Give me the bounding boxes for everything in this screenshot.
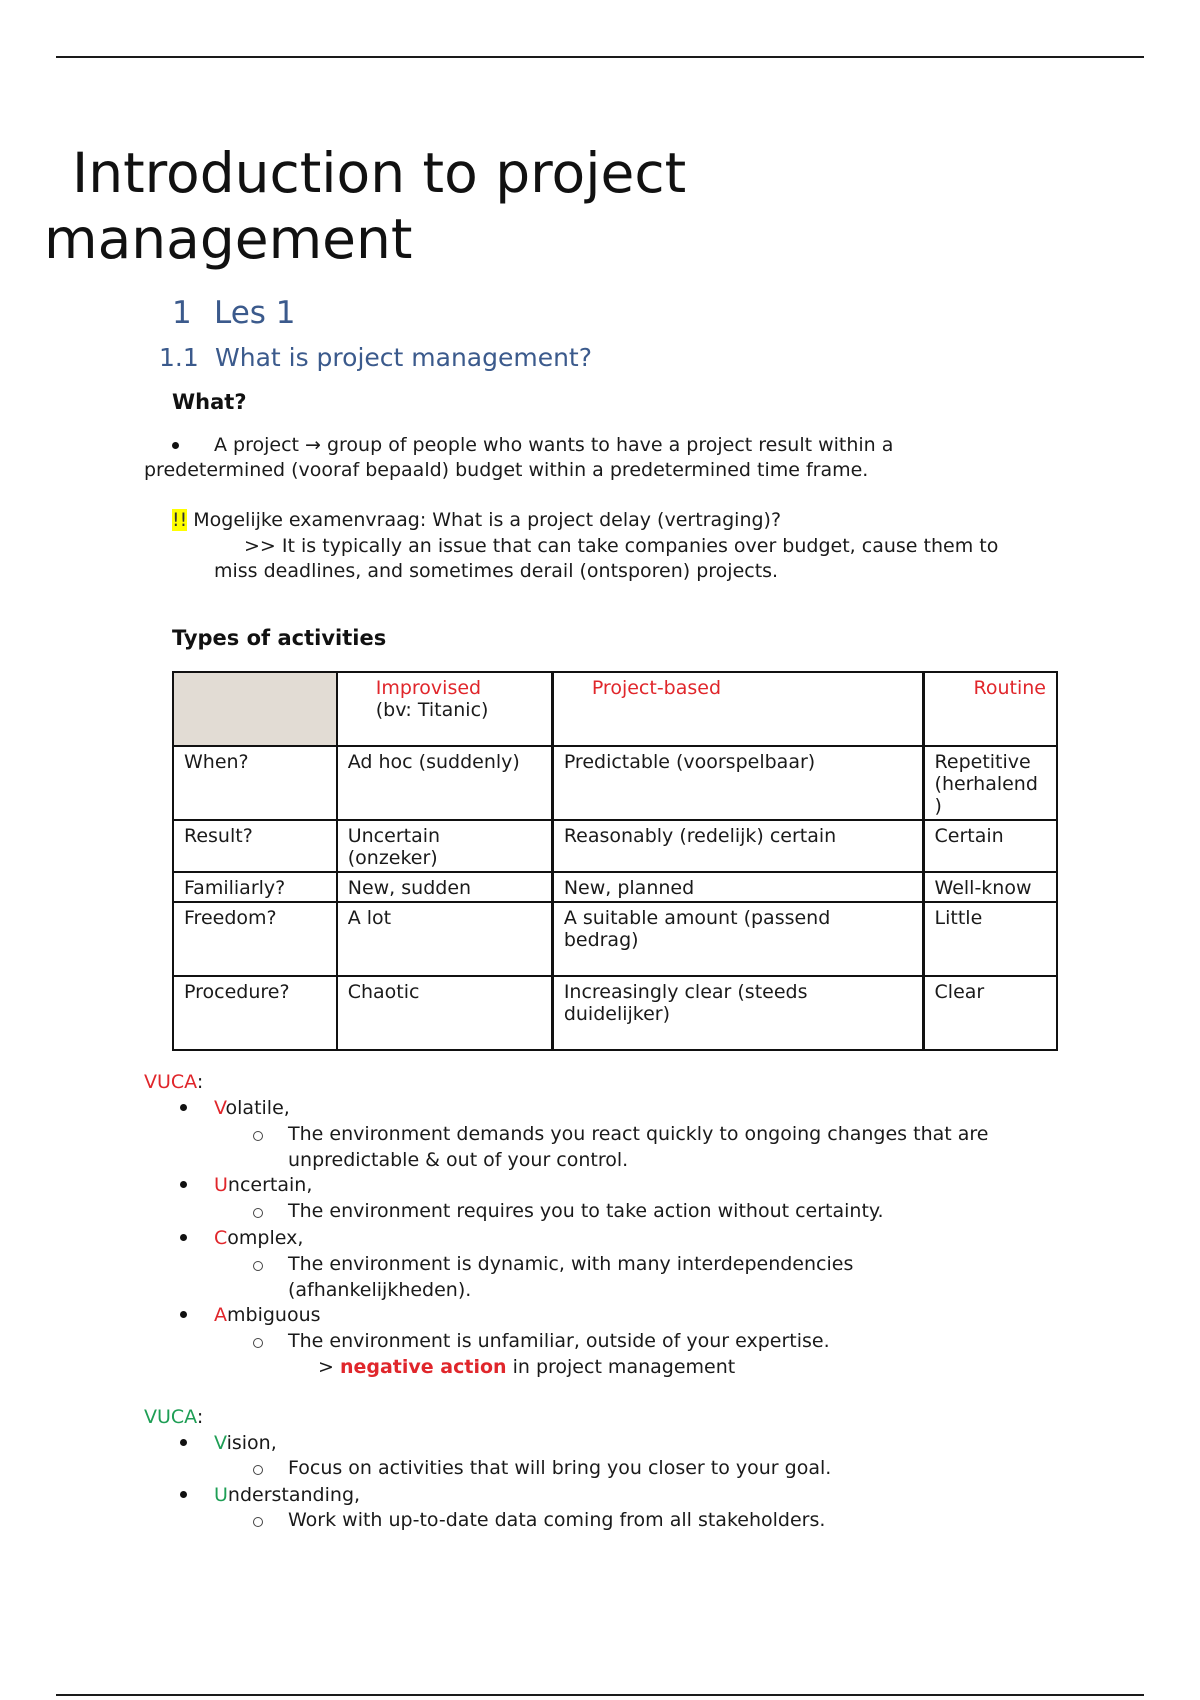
bullet-dot [180,1181,187,1188]
exam-answer-line-1: >> It is typically an issue that can take companies over budget, cause them to [244,535,999,557]
row-label: Familiarly? [173,872,337,902]
table-cell: Little [923,902,1057,976]
table-cell: New, planned [552,872,923,902]
vuca-word: omplex, [227,1227,304,1249]
vuca-item-uncertain [214,1172,312,1198]
sub-bullet-circle [253,1261,263,1271]
vuca-negative-note [318,1354,735,1380]
row-label: Result? [173,820,337,872]
table-cell: A lot [337,902,553,976]
bottom-rule [56,1694,1144,1696]
table-cell: Reasonably (redelijk) certain [552,820,923,872]
vuca-initial: V [214,1432,227,1454]
vuca-positive-label [144,1404,203,1430]
note-prefix: > [318,1356,340,1378]
table-cell: Increasingly clear (steeds duidelijker) [552,976,923,1050]
vuca-label: VUCA [144,1071,197,1093]
table-header-cell [337,672,553,746]
vuca-word: ncertain, [227,1174,313,1196]
column-sublabel: (bv: Titanic) [375,699,489,721]
table-header-cell [923,672,1057,746]
what-bullet-line-1: A project → group of people who wants to have a project result within a [214,434,894,456]
table-cell: Clear [923,976,1057,1050]
vuca-desc-line: The environment is unfamiliar, outside of your expertise. [288,1330,830,1352]
vuca-item-ambiguous [214,1302,321,1328]
top-rule [56,56,1144,58]
table-row [173,976,1057,1050]
table-corner-cell [173,672,337,746]
bullet-dot [180,1104,187,1111]
bullet-dot [180,1234,187,1241]
column-label: Project-based [591,677,722,699]
exam-answer-line-2: miss deadlines, and sometimes derail (ontsporen) projects. [214,560,779,582]
vuca-item-volatile [214,1095,290,1121]
table-cell: Certain [923,820,1057,872]
row-label: Procedure? [173,976,337,1050]
bullet-dot [180,1311,187,1318]
table-cell: Repetitive (herhalend ) [923,746,1057,820]
vuca-desc-line: The environment is dynamic, with many interdependencies [288,1253,854,1275]
note-rest: in project management [506,1356,736,1378]
sub-bullet-circle [253,1465,263,1475]
document-title [44,140,686,272]
vuca-initial: U [214,1484,228,1506]
table-cell: Chaotic [337,976,553,1050]
vuca-initial: U [214,1174,228,1196]
table-header-cell [552,672,923,746]
heading-1 [172,295,296,331]
vuca-desc-line: (afhankelijkheden). [288,1279,472,1301]
row-label: Freedom? [173,902,337,976]
what-heading: What? [172,390,247,414]
vuca-word: olatile, [225,1097,290,1119]
sub-bullet-circle [253,1131,263,1141]
sub-bullet-circle [253,1208,263,1218]
table-row [173,872,1057,902]
vuca-label: VUCA [144,1406,197,1428]
heading-2-number: 1.1 [159,343,199,372]
bullet-dot [180,1491,187,1498]
bullet-dot [172,442,179,449]
title-line-1: Introduction to project [72,141,687,205]
vuca-colon: : [196,1406,204,1428]
table-cell: Uncertain (onzeker) [337,820,553,872]
vuca-colon: : [196,1071,204,1093]
table-row [173,746,1057,820]
vuca-item-complex [214,1225,303,1251]
vuca-desc-line: The environment requires you to take action without certainty. [288,1200,884,1222]
table-cell: New, sudden [337,872,553,902]
heading-2 [159,343,592,372]
types-heading: Types of activities [172,626,387,650]
table-cell: Ad hoc (suddenly) [337,746,553,820]
exam-question [172,507,781,533]
heading-1-number: 1 [172,295,192,331]
heading-2-text: What is project management? [215,343,593,372]
vuca-item-understanding [214,1482,360,1508]
table-row [173,902,1057,976]
table-cell: Predictable (voorspelbaar) [552,746,923,820]
vuca-word: mbiguous [227,1304,321,1326]
activities-table [172,671,1058,1051]
row-label: When? [173,746,337,820]
table-row [173,820,1057,872]
vuca-initial: A [214,1304,227,1326]
title-line-2: management [44,207,413,271]
note-emphasis: negative action [339,1356,507,1378]
table-cell: A suitable amount (passend bedrag) [552,902,923,976]
bullet-dot [180,1439,187,1446]
sub-bullet-circle [253,1517,263,1527]
vuca-desc-line: Work with up-to-date data coming from all stakeholders. [288,1509,826,1531]
vuca-desc-line: Focus on activities that will bring you closer to your goal. [288,1457,832,1479]
column-label: Routine [973,677,1046,699]
vuca-desc-line: The environment demands you react quickly to ongoing changes that are [288,1123,989,1145]
table-header-row [173,672,1057,746]
vuca-desc-line: unpredictable & out of your control. [288,1149,629,1171]
vuca-initial: V [214,1097,226,1119]
vuca-item-vision [214,1430,277,1456]
vuca-initial: C [214,1227,228,1249]
column-label: Improvised [375,677,482,699]
heading-1-text: Les 1 [214,295,296,331]
vuca-negative-label [144,1069,203,1095]
exam-question-text: Mogelijke examenvraag: What is a project delay (vertraging)? [187,509,782,531]
vuca-word: nderstanding, [227,1484,361,1506]
exam-marker: !! [172,509,188,531]
sub-bullet-circle [253,1338,263,1348]
what-bullet-line-2: predetermined (vooraf bepaald) budget within a predetermined time frame. [144,459,869,481]
table-cell: Well-know [923,872,1057,902]
vuca-word: ision, [226,1432,277,1454]
